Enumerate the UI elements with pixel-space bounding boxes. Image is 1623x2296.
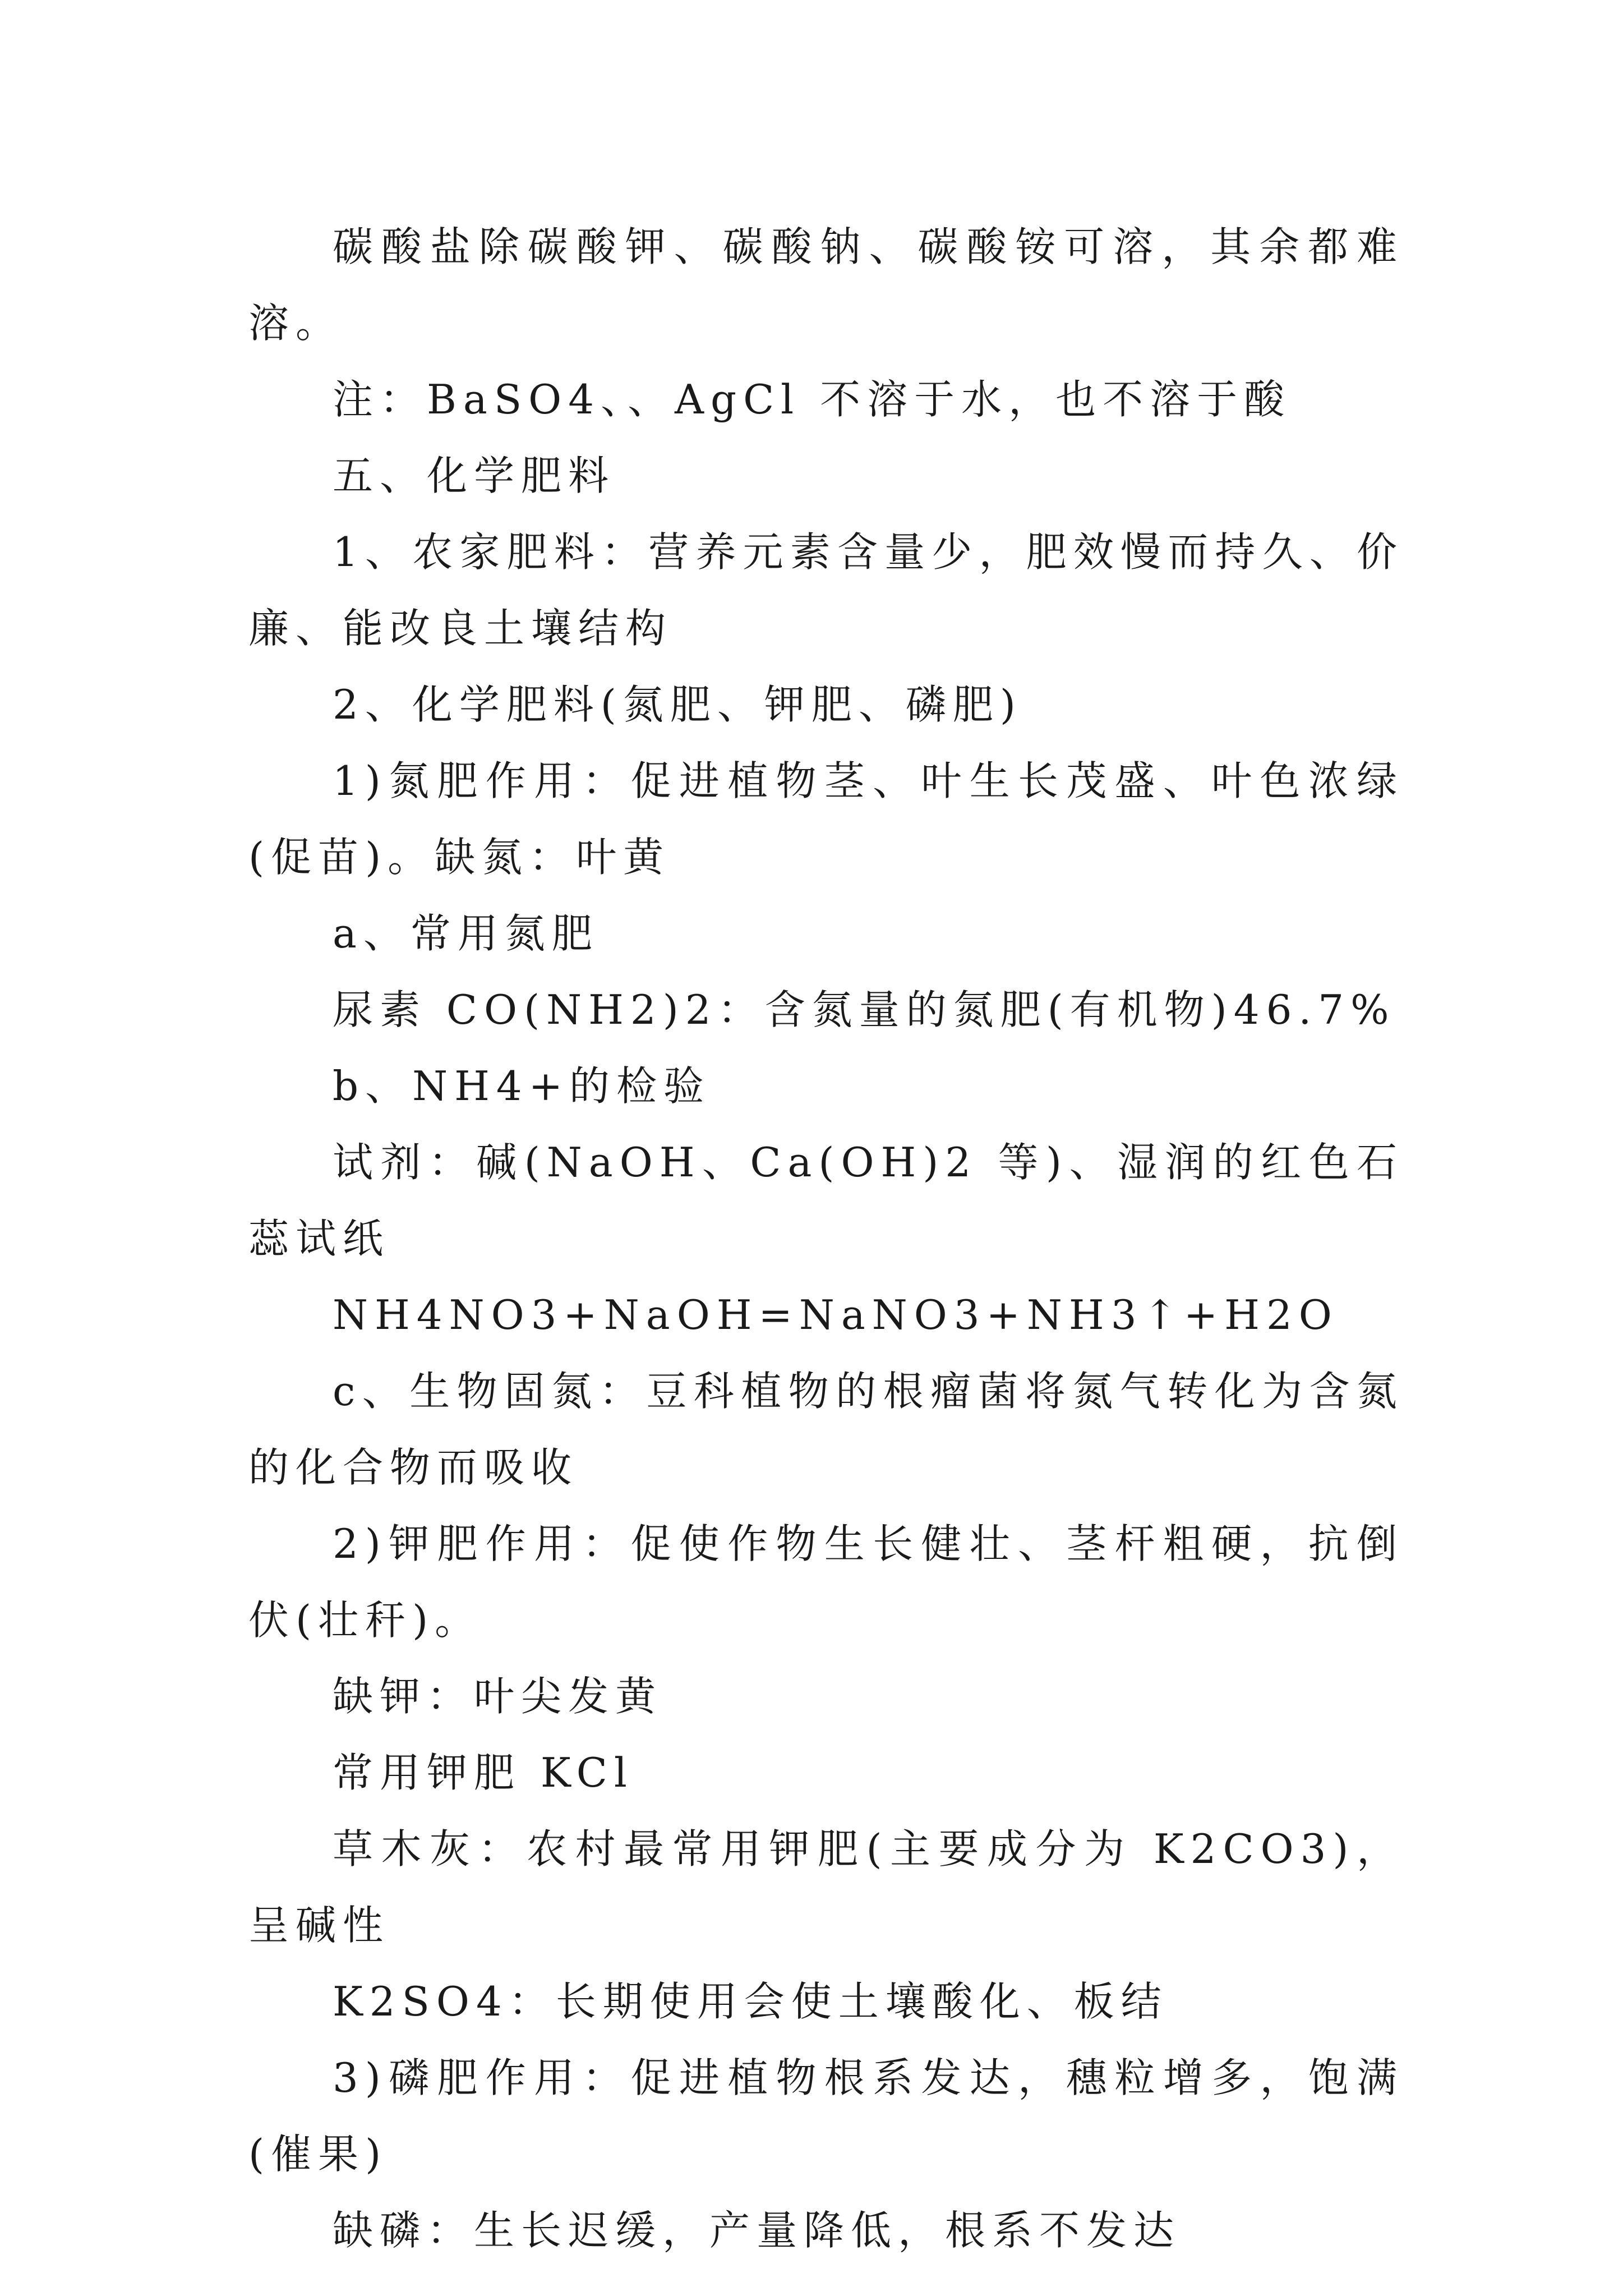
paragraph-phosphorus-deficiency: 缺磷：生长迟缓，产量降低，根系不发达 [333,2207,1181,2254]
paragraph-potassium-role: 2)钾肥作用：促使作物生长健壮、茎杆粗硬，抗倒伏(壮秆)。 [248,1520,1404,1644]
paragraph-common-nitrogen: a、常用氮肥 [333,910,599,957]
paragraph-equation: NH4NO3+NaOH=NaNO3+NH3↑+H2O [333,1291,1339,1338]
paragraph-potassium-sulfate: K2SO4：长期使用会使土壤酸化、板结 [333,1978,1168,2025]
paragraph-nitrogen-fixation: c、生物固氮：豆科植物的根瘤菌将氮气转化为含氮的化合物而吸收 [248,1368,1404,1491]
document-body [248,209,1404,2269]
paragraph-plant-ash: 草木灰：农村最常用钾肥(主要成分为 K2CO3)，呈碱性 [248,1825,1404,1949]
section-heading-fertilizers: 五、化学肥料 [333,452,616,499]
paragraph-insoluble-note: 注：BaSO4、、AgCl 不溶于水，也不溶于酸 [333,376,1292,423]
paragraph-common-potassium: 常用钾肥 KCl [333,1749,634,1796]
paragraph-ammonium-test: b、NH4+的检验 [333,1062,711,1110]
paragraph-reagents: 试剂：碱(NaOH、Ca(OH)2 等)、湿润的红色石蕊试纸 [248,1139,1404,1262]
paragraph-nitrogen-role: 1)氮肥作用：促进植物茎、叶生长茂盛、叶色浓绿(促苗)。缺氮：叶黄 [248,757,1404,881]
paragraph-farm-manure: 1、农家肥料：营养元素含量少，肥效慢而持久、价廉、能改良土壤结构 [248,528,1404,652]
paragraph-phosphorus-role: 3)磷肥作用：促进植物根系发达，穗粒增多，饱满(催果) [248,2054,1404,2178]
paragraph-chemical-fertilizers: 2、化学肥料(氮肥、钾肥、磷肥) [333,681,1022,728]
paragraph-urea: 尿素 CO(NH2)2：含氮量的氮肥(有机物)46.7% [333,986,1396,1033]
paragraph-carbonate-solubility: 碳酸盐除碳酸钾、碳酸钠、碳酸铵可溶，其余都难溶。 [248,223,1404,347]
paragraph-potassium-deficiency: 缺钾：叶尖发黄 [333,1673,663,1720]
